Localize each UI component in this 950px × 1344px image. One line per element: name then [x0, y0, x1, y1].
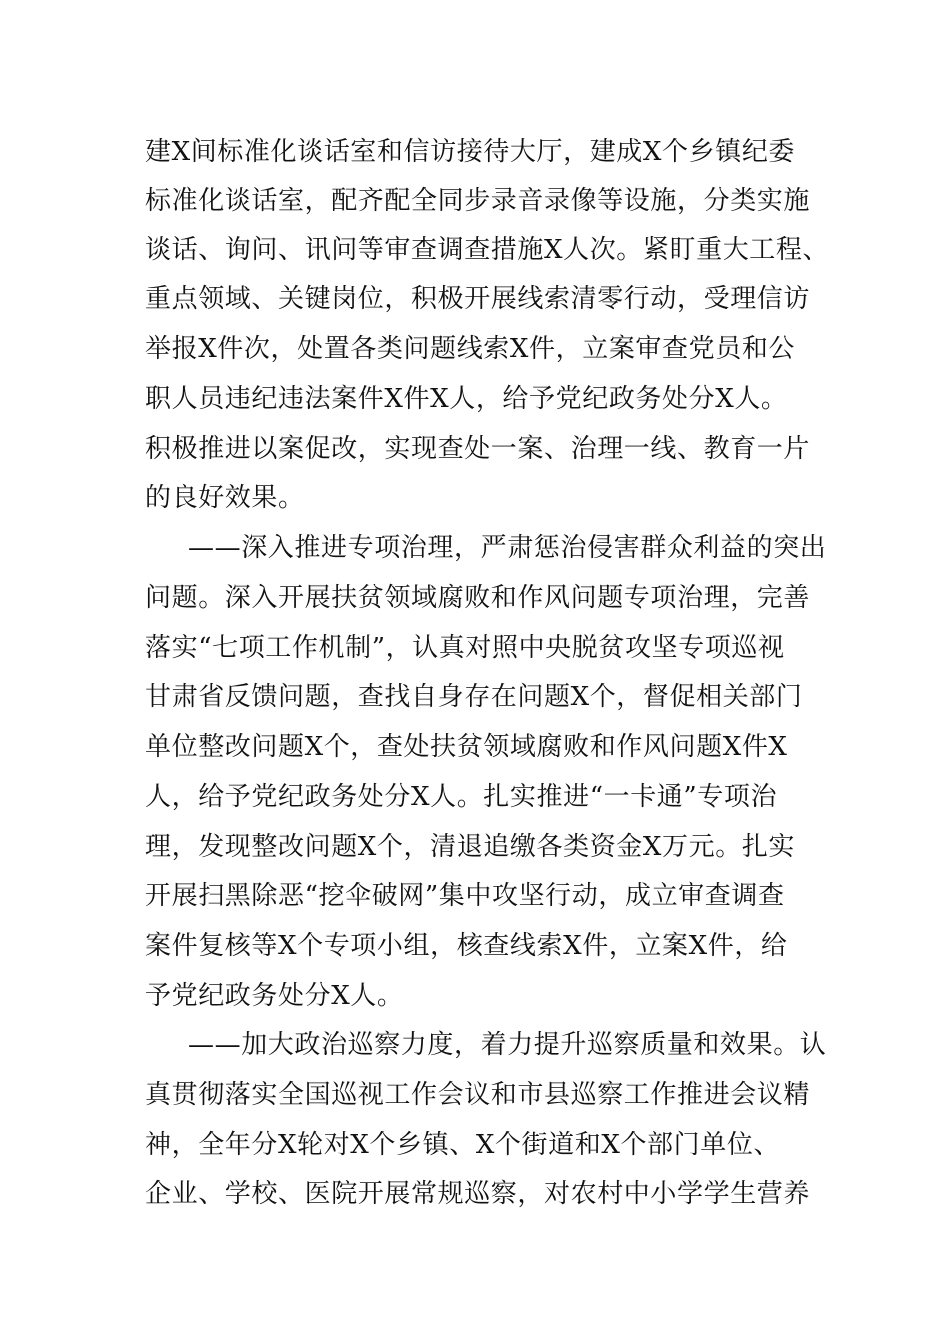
text-line: 建X间标准化谈话室和信访接待大厅，建成X个乡镇纪委: [145, 137, 796, 167]
text-line: 标准化谈话室，配齐配全同步录音录像等设施，分类实施: [145, 186, 811, 216]
text-line: 落实“七项工作机制”，认真对照中央脱贫攻坚专项巡视: [145, 633, 785, 663]
text-line: 积极推进以案促改，实现查处一案、治理一线、教育一片: [145, 434, 811, 464]
text-line: 案件复核等X个专项小组，核查线索X件，立案X件，给: [145, 931, 788, 961]
text-line: 的良好效果。: [145, 483, 305, 513]
paragraph-heading-line: ——深入推进专项治理，严肃惩治侵害群众利益的突出: [188, 533, 827, 563]
text-line: 举报X件次，处置各类问题线索X件，立案审查党员和公: [145, 334, 796, 364]
text-line: 真贯彻落实全国巡视工作会议和市县巡察工作推进会议精: [145, 1080, 811, 1110]
text-line: 企业、学校、医院开展常规巡察，对农村中小学学生营养: [145, 1179, 811, 1209]
text-line: 单位整改问题X个，查处扶贫领域腐败和作风问题X件X: [145, 732, 788, 762]
text-line: 职人员违纪违法案件X件X人，给予党纪政务处分X人。: [145, 384, 788, 414]
text-line: 人，给予党纪政务处分X人。扎实推进“一卡通”专项治: [145, 782, 778, 812]
text-line: 甘肃省反馈问题，查找自身存在问题X个，督促相关部门: [145, 682, 803, 712]
text-line: 理，发现整改问题X个，清退追缴各类资金X万元。扎实: [145, 832, 796, 862]
text-line: 问题。深入开展扶贫领域腐败和作风问题专项治理，完善: [145, 583, 811, 613]
paragraph-heading-line: ——加大政治巡察力度，着力提升巡察质量和效果。认: [188, 1030, 827, 1060]
text-line: 予党纪政务处分X人。: [145, 981, 404, 1011]
text-line: 谈话、询问、讯问等审查调查措施X人次。紧盯重大工程、: [145, 235, 830, 265]
text-line: 开展扫黑除恶“挖伞破网”集中攻坚行动，成立审查调查: [145, 881, 785, 911]
text-line: 重点领域、关键岗位，积极开展线索清零行动，受理信访: [145, 284, 811, 314]
text-line: 神，全年分X轮对X个乡镇、X个街道和X个部门单位、: [145, 1130, 781, 1160]
